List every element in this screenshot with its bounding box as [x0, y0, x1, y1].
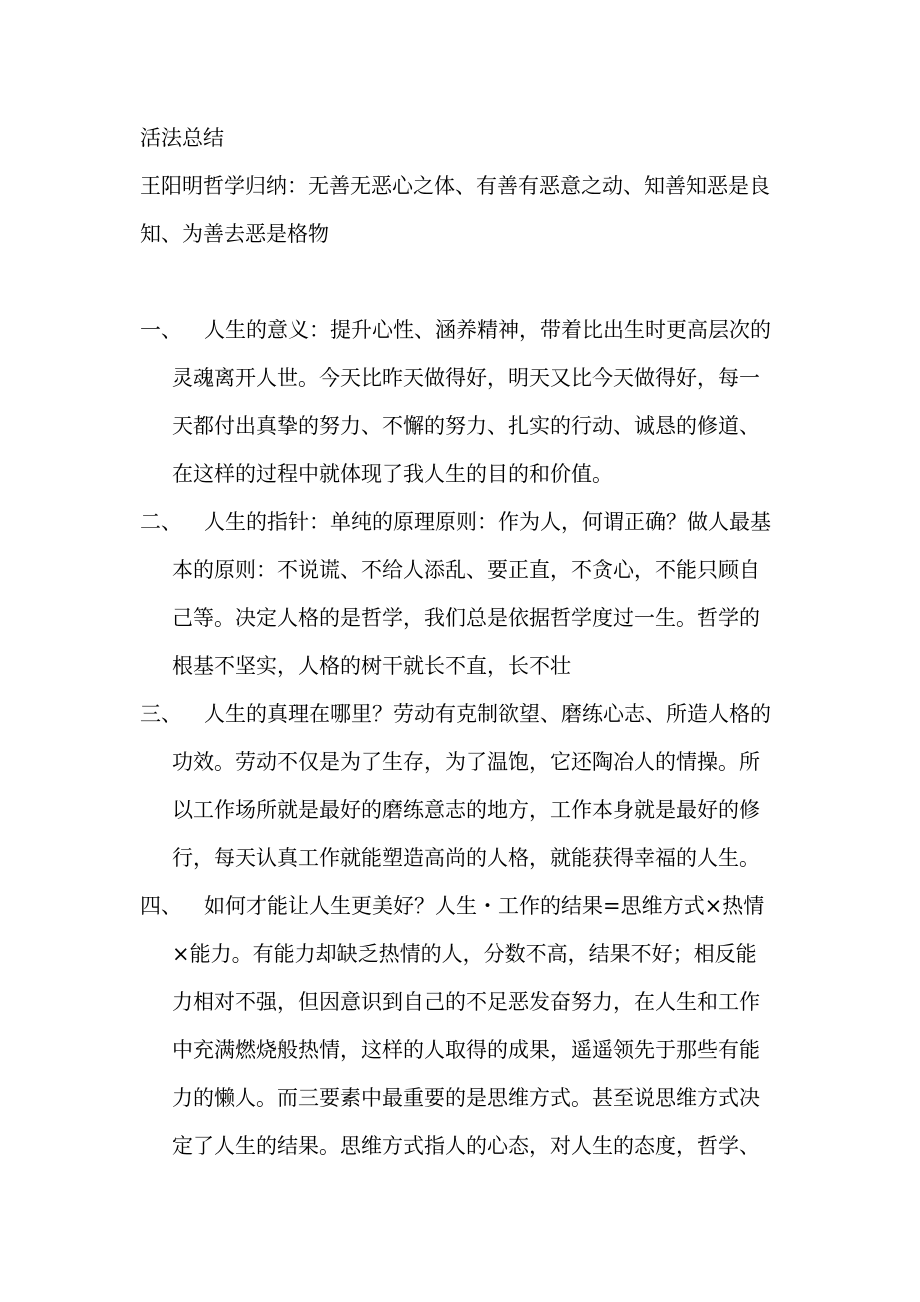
section-4-marker: 四、 [140, 894, 182, 918]
section-4-line-1: 如何才能让人生更美好？人生・工作的结果=思维方式×热情 [204, 894, 765, 918]
section-1-line-1: 人生的意义：提升心性、涵养精神，带着比出生时更高层次的 [204, 318, 771, 342]
section-2-line-1: 人生的指针：单纯的原理原则：作为人，何谓正确？做人最基 [204, 510, 771, 534]
section-3-marker: 三、 [140, 702, 182, 726]
section-3-line-3: 以工作场所就是最好的磨练意志的地方，工作本身就是最好的修 [172, 798, 760, 822]
section-3-line-1: 人生的真理在哪里？劳动有克制欲望、磨练心志、所造人格的 [204, 702, 771, 726]
section-2-line-2: 本的原则：不说谎、不给人添乱、要正直，不贪心，不能只顾自 [172, 558, 760, 582]
section-1-line-4: 在这样的过程中就体现了我人生的目的和价值。 [172, 462, 613, 486]
section-1-line-3: 天都付出真挚的努力、不懈的努力、扎实的行动、诚恳的修道、 [172, 414, 760, 438]
section-1-line-2: 灵魂离开人世。今天比昨天做得好，明天又比今天做得好，每一 [172, 366, 760, 390]
section-3-line-2: 功效。劳动不仅是为了生存，为了温饱，它还陶冶人的情操。所 [172, 750, 760, 774]
section-4-line-4: 中充满燃烧般热情，这样的人取得的成果，遥遥领先于那些有能 [172, 1038, 760, 1062]
section-4-line-6: 定了人生的结果。思维方式指人的心态，对人生的态度，哲学、 [172, 1134, 760, 1158]
section-4-line-3: 力相对不强，但因意识到自己的不足恶发奋努力，在人生和工作 [172, 990, 760, 1014]
section-2-marker: 二、 [140, 510, 182, 534]
section-4-line-2: ×能力。有能力却缺乏热情的人，分数不高，结果不好；相反能 [172, 942, 757, 966]
document-title: 活法总结 [140, 126, 224, 150]
section-2-line-4: 根基不坚实，人格的树干就长不直，长不壮 [172, 654, 571, 678]
intro-line-1: 王阳明哲学归纳：无善无恶心之体、有善有恶意之动、知善知恶是良 [140, 174, 770, 198]
section-2-line-3: 己等。决定人格的是哲学，我们总是依据哲学度过一生。哲学的 [172, 606, 760, 630]
section-4-line-5: 力的懒人。而三要素中最重要的是思维方式。甚至说思维方式决 [172, 1086, 760, 1110]
section-3-line-4: 行，每天认真工作就能塑造高尚的人格，就能获得幸福的人生。 [172, 846, 760, 870]
intro-line-2: 知、为善去恶是格物 [140, 222, 329, 246]
section-1-marker: 一、 [140, 318, 182, 342]
